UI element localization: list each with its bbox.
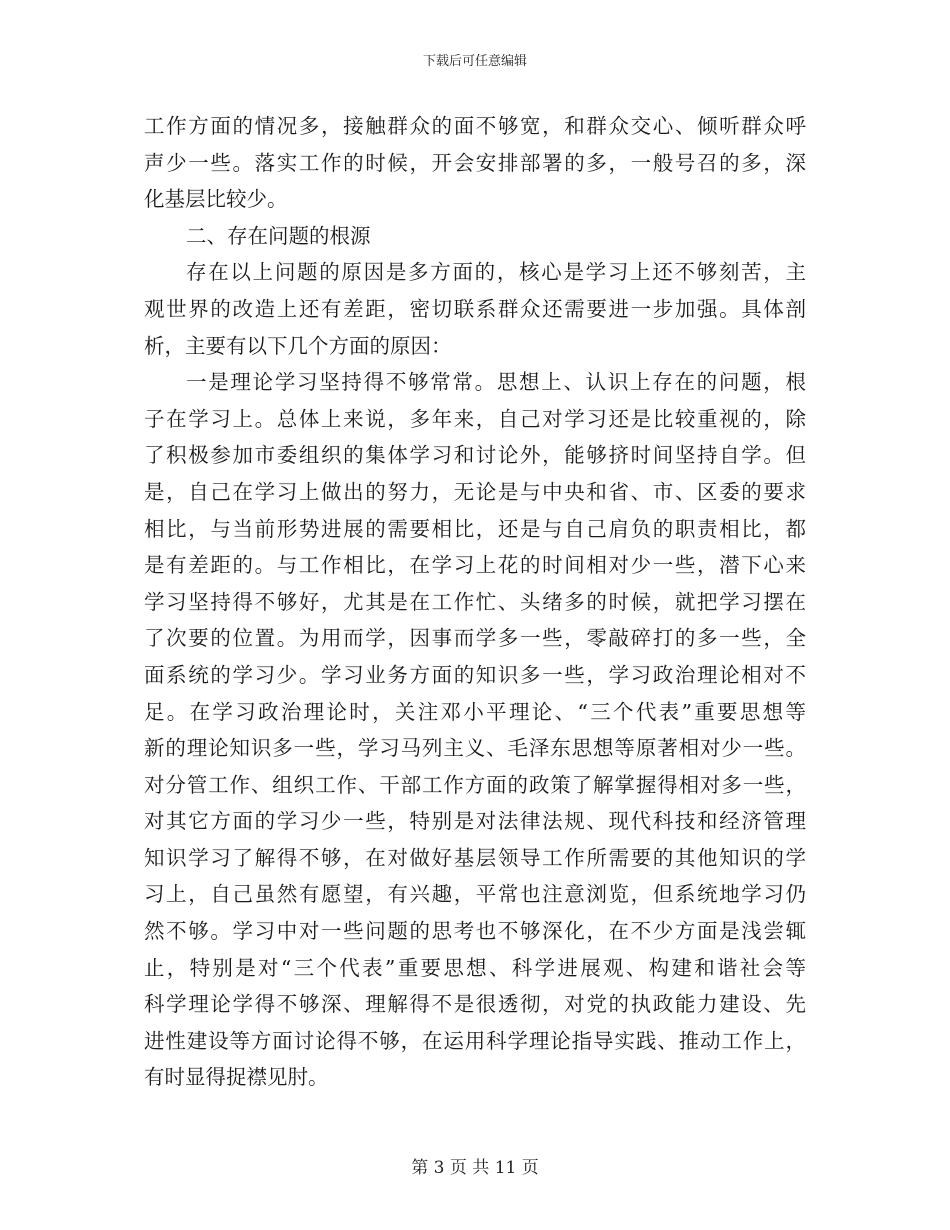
body-line: 是，自己在学习上做出的努力，无论是与中央和省、市、区委的要求 [144, 479, 806, 504]
body-line: 存在以上问题的原因是多方面的，核心是学习上还不够刻苦，主 [186, 260, 806, 285]
body-line: 然不够。学习中对一些问题的思考也不够深化，在不少方面是浅尝辄 [144, 919, 806, 944]
page-number: 第 3 页 共 11 页 [411, 1158, 539, 1178]
body-line: 对分管工作、组织工作、干部工作方面的政策了解掌握得相对多一些， [144, 772, 806, 797]
body-line: 对其它方面的学习少一些，特别是对法律法规、现代科技和经济管理 [144, 809, 806, 834]
body-line: 相比，与当前形势进展的需要相比，还是与自己肩负的职责相比，都 [144, 516, 806, 541]
body-line: 科学理论学得不够深、理解得不是很透彻，对党的执政能力建设、先 [144, 992, 806, 1017]
body-line: 化基层比较少。 [144, 187, 288, 212]
body-line: 足。在学习政治理论时，关注邓小平理论、“三个代表”重要思想等 [144, 699, 806, 724]
body-line: 了积极参加市委组织的集体学习和讨论外，能够挤时间坚持自学。但 [144, 443, 806, 468]
body-line: 了次要的位置。为用而学，因事而学多一些，零敲碎打的多一些，全 [144, 626, 806, 651]
body-line: 子在学习上。总体上来说，多年来，自己对学习还是比较重视的，除 [144, 406, 806, 431]
body-line: 新的理论知识多一些，学习马列主义、毛泽东思想等原著相对少一些。 [144, 736, 806, 761]
body-line: 面系统的学习少。学习业务方面的知识多一些，学习政治理论相对不 [144, 662, 806, 687]
section-heading: 二、存在问题的根源 [186, 223, 371, 248]
body-line: 一是理论学习坚持得不够常常。思想上、认识上存在的问题，根 [186, 370, 806, 395]
body-line: 进性建设等方面讨论得不够，在运用科学理论指导实践、推动工作上， [144, 1028, 806, 1053]
body-line: 是有差距的。与工作相比，在学习上花的时间相对少一些，潜下心来 [144, 553, 806, 578]
document-body [144, 108, 806, 1096]
body-line: 声少一些。落实工作的时候，开会安排部署的多，一般号召的多，深 [144, 150, 806, 175]
body-line: 学习坚持得不够好，尤其是在工作忙、头绪多的时候，就把学习摆在 [144, 589, 806, 614]
body-line: 析，主要有以下几个方面的原因： [144, 333, 452, 358]
body-line: 工作方面的情况多，接触群众的面不够宽，和群众交心、倾听群众呼 [144, 114, 806, 138]
body-line: 有时显得捉襟见肘。 [144, 1065, 329, 1090]
page-header: 下载后可任意编辑 [422, 54, 527, 69]
body-line: 习上，自己虽然有愿望，有兴趣，平常也注意浏览，但系统地学习仍 [144, 882, 806, 907]
body-line: 观世界的改造上还有差距，密切联系群众还需要进一步加强。具体剖 [144, 296, 806, 321]
body-line: 止，特别是对“三个代表”重要思想、科学进展观、构建和谐社会等 [144, 955, 806, 980]
body-line: 知识学习了解得不够，在对做好基层领导工作所需要的其他知识的学 [144, 845, 806, 870]
